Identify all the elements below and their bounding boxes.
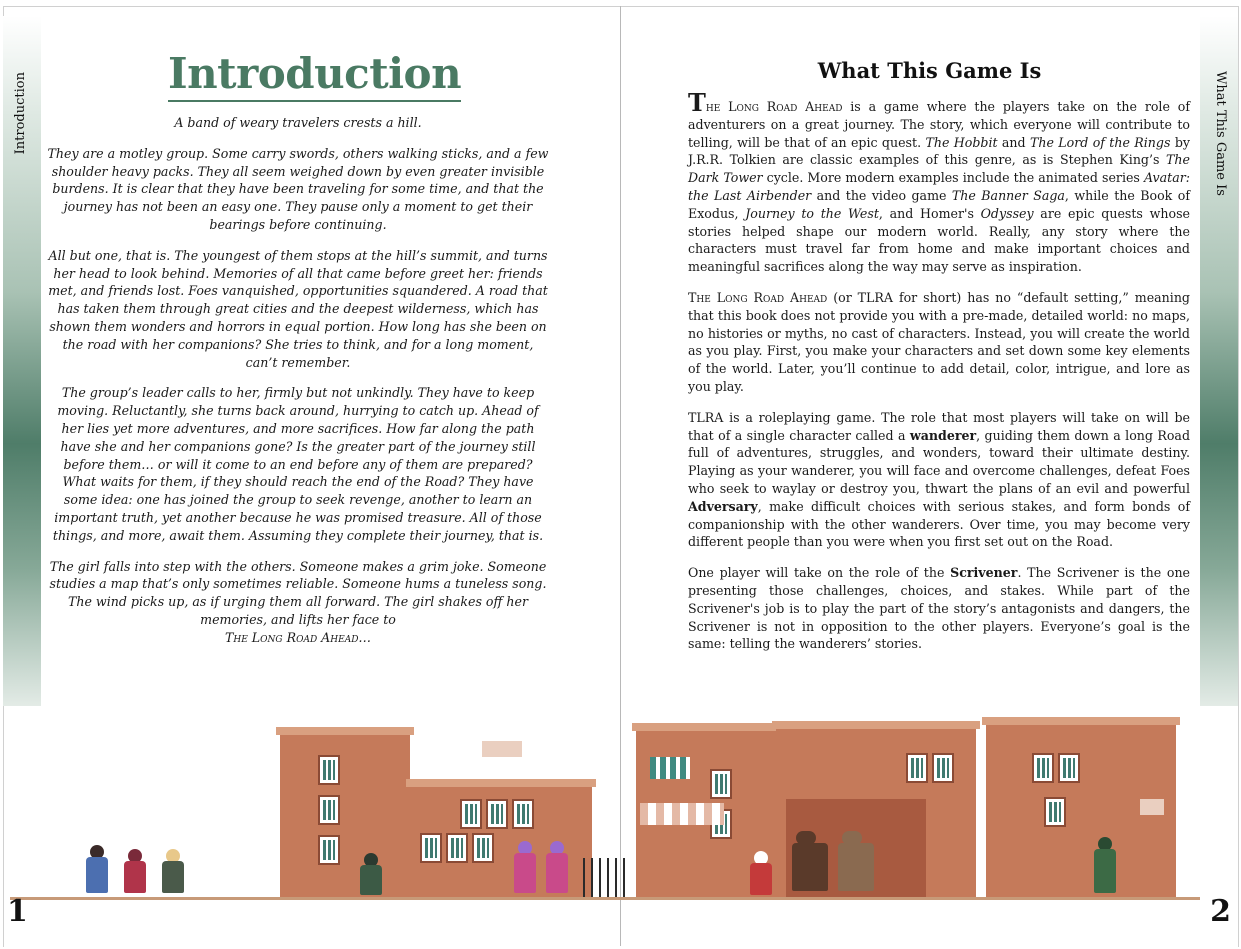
p1-text-6: , while the Book of Exodus, — [688, 187, 1190, 221]
intro-paragraph-3: All but one, that is. The youngest of them stops at the hill’s summit, and turns her head to look behind. Memories of all that came before greet her: friends met, and friends lost. Foes vanquished, opportunities squandered. A road that has taken them through great cities and the deepest wilderness, which has shown them wonders and horrors in equal portion. How long has she been on the road with her companions? She tries to think, and for a long moment, can’t remember. — [48, 247, 548, 370]
merchant-figure — [748, 851, 774, 897]
intro-paragraph-5-text: The girl falls into step with the others. Someone makes a grim joke. Someone studies a map that’s only sometimes reliable. Someone hums a tuneless song. The wind picks up, as if urging them all forward. The girl shakes off her memories, and lifts her face to — [49, 558, 547, 627]
horse-1 — [790, 831, 830, 897]
traveler-figure-3 — [160, 849, 188, 897]
p4-text-2: . The Scrivener is the one presenting those challenges, choices, and stakes. While part of the Scrivener's job is to play the part of the story’s antagonists and dangers, the Scrivener is not in opposition to the other players. Everyone’s goal is the same: telling the wanderers’ stories. — [688, 565, 1191, 652]
section-title: What This Game Is — [817, 58, 1042, 83]
book-title-smallcaps: The Long Road Ahead… — [224, 629, 372, 645]
p4-bold-1: Scrivener — [950, 565, 1018, 581]
p3-text-2: , guiding them down a long Road full of adventures, struggles, and wonders, toward their ultimate destiny. Playing as your wanderer, you will face and overcome challenges, defeat Foes who seek to waylay or destroy you, thwart the plans of an evil and powerful — [688, 427, 1191, 496]
p4-text-1: One player will take on the role of the — [688, 565, 951, 581]
horned-creature-1 — [512, 841, 540, 897]
left-tab-label: Introduction — [13, 72, 28, 155]
green-robed-figure — [1092, 837, 1122, 897]
p1-italic-2: The Lord of the Rings — [1029, 134, 1171, 150]
tall-building-left — [280, 733, 410, 897]
intro-paragraph-4: The group’s leader calls to her, firmly but not unkindly. They have to keep moving. Reluctantly, she turns back around, hurrying to catch up. Ahead of her lies yet more adventures, and more sacrifices. How far along the path have she and her companions gone? Is the greater part of the journey still before them… or will it come to an end before any of them are prepared? What waits for them, if they should reach the end of the Road? They have some idea: one has joined the group to seek revenge, another to learn an important truth, yet another because he was promised treasure. All of those things, and more, await them. Assuming they complete their journey, that is. — [52, 385, 544, 543]
p1-smallcaps: he Long Road Ahead — [705, 99, 843, 114]
section-paragraph-4 — [688, 564, 1190, 653]
section-paragraph-1 — [688, 88, 1190, 276]
pixel-art-town-scene — [0, 713, 1241, 903]
intro-title: Introduction — [168, 50, 461, 102]
intro-text — [46, 114, 550, 660]
section-text — [688, 88, 1191, 666]
p1-italic-7: Odyssey — [980, 205, 1034, 221]
p1-italic-4: Avatar: the Last Airbender — [688, 170, 1190, 203]
banner-flag-right — [1140, 799, 1164, 815]
p3-text-1: TLRA is a roleplaying game. The role that most players will take on will be that of a single character called a — [688, 409, 1190, 443]
p1-italic-5: The Banner Saga — [951, 187, 1065, 203]
p1-italic-3: The Dark Tower — [688, 152, 1190, 186]
p1-text-2: and — [997, 134, 1030, 150]
right-chapter-tab — [1200, 16, 1238, 706]
traveler-figure-2 — [122, 849, 150, 897]
p2-text: (or TLRA for short) has no “default setting,” meaning that this book does not provide you with a pre-made, detailed world: no maps, no histories or myths, no cast of characters. Instead, you will create the world as you play. First, you make your characters and set down some key elements of the world. Later, you’ll continue to add detail, color, intrigue, and lore as you play. — [688, 289, 1190, 394]
intro-paragraph-1: A band of weary travelers crests a hill. — [174, 115, 422, 130]
page-number-right: 2 — [1210, 894, 1231, 929]
green-awning — [650, 757, 690, 779]
section-paragraph-2 — [688, 289, 1190, 396]
p3-bold-1: wanderer — [909, 427, 977, 443]
right-tab-label: What This Game Is — [1213, 71, 1228, 196]
p3-bold-2: Adversary — [688, 498, 758, 514]
intro-paragraph-2: They are a motley group. Some carry swords, others walking sticks, and a few shoulder heavy packs. They all seem weighed down by even greater invisible burdens. It is clear that they have been traveling for some time, and that the journey has not been an easy one. They pause only a moment to get their bearings before continuing. — [47, 145, 549, 232]
intro-paragraph-5 — [46, 558, 550, 647]
iron-gate — [583, 858, 631, 898]
left-chapter-tab — [3, 16, 41, 706]
ground-line — [10, 897, 1200, 900]
horned-creature-2 — [544, 841, 572, 897]
horse-2 — [836, 831, 876, 897]
traveler-figure-1 — [84, 845, 112, 897]
p3-text-3: , make difficult choices with serious stakes, and form bonds of companionship with the other wanderers. Over time, you may become very different people than you were when you first set out on the Road. — [688, 498, 1190, 550]
section-paragraph-3 — [688, 409, 1190, 551]
p1-italic-6: Journey to the West — [745, 205, 879, 221]
p2-smallcaps: The Long Road Ahead — [688, 289, 828, 305]
hooded-figure — [358, 853, 384, 897]
p1-text-3: by J.R.R. Tolkien are classic examples of this genre, as is Stephen King’s — [688, 134, 1190, 168]
p1-text-1: is a game where the players take on the role of adventurers on a great journey. The story, which everyone will contribute to telling, will be that of an epic quest. — [688, 99, 1190, 150]
p1-text-8: are epic quests whose stories helped shape our modern world. Really, any story where the characters must travel far from home and make important choices and meaningful sacrifices along the way may serve as inspiration. — [688, 205, 1190, 275]
p1-text-7: , and Homer's — [878, 205, 981, 221]
dropcap: T — [688, 88, 706, 117]
p1-text-5: and the video game — [811, 187, 952, 203]
banner-flag-left — [482, 741, 522, 757]
p1-italic-1: The Hobbit — [925, 134, 998, 150]
p1-text-4: cycle. More modern examples include the animated series — [762, 170, 1144, 186]
page-number-left: 1 — [7, 894, 28, 929]
striped-awning — [640, 803, 724, 825]
